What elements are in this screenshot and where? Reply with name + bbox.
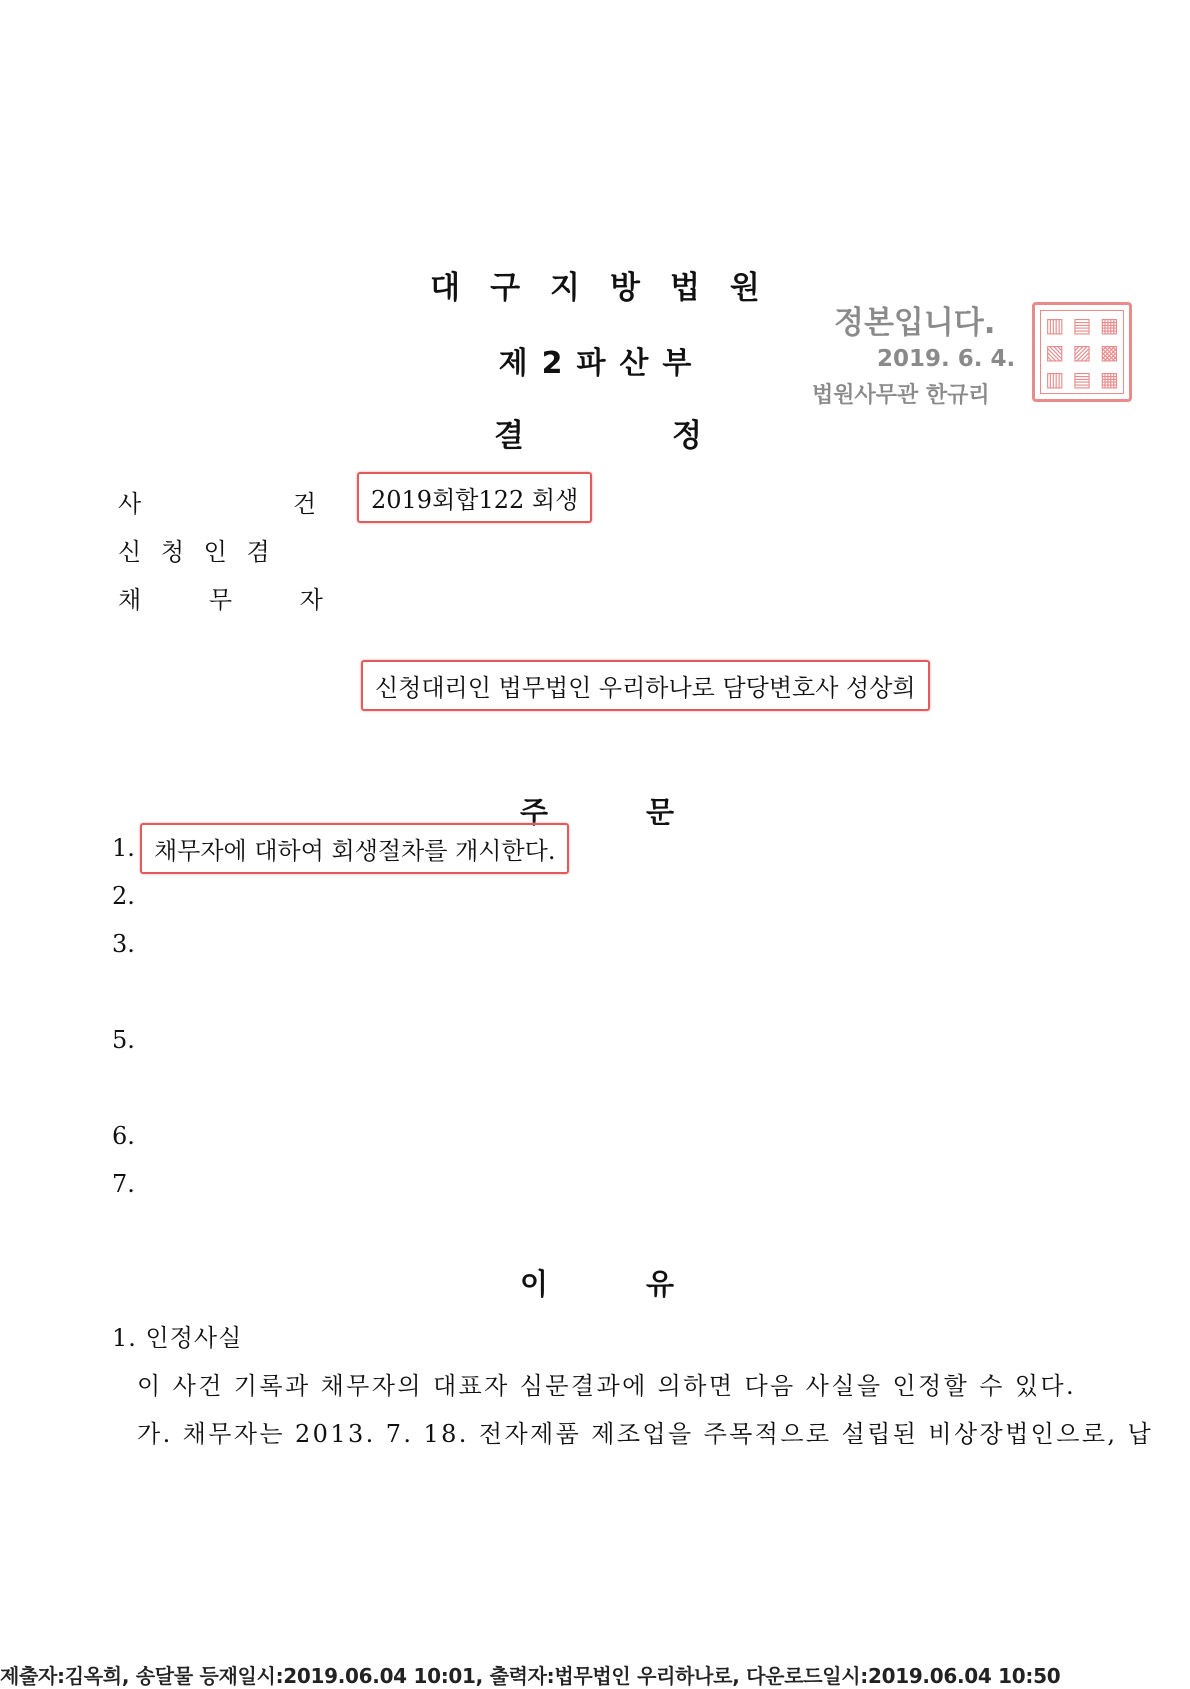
document-title-left: 결 [494, 418, 524, 454]
order-item-number: 1. [112, 834, 135, 862]
court-clerk: 법원사무관 한규리 [812, 383, 990, 408]
order-heading-left: 주 [520, 795, 549, 829]
reasons-section-title: 1. 인정사실 [112, 1324, 243, 1352]
certified-copy-stamp: 정본입니다. [834, 305, 996, 341]
order-item-number: 6. [112, 1122, 135, 1150]
case-label: 사 건 [118, 490, 388, 518]
court-seal-icon: ▥ ▤ ▦ ▧ ▨ ▩ ▥ ▤ ▦ [1032, 302, 1132, 402]
reasons-heading-left: 이 [520, 1267, 549, 1301]
debtor-label: 채 무 자 [118, 586, 353, 614]
document-title-right: 정 [672, 418, 702, 454]
case-number: 2019회합122 회생 [357, 472, 592, 523]
order-item-number: 2. [112, 882, 135, 910]
reasons-heading-right: 유 [646, 1267, 675, 1301]
applicant-agent: 신청대리인 법무법인 우리하나로 담당변호사 성상희 [361, 660, 930, 711]
submission-footer: 제출자:김옥희, 송달물 등재일시:2019.06.04 10:01, 출력자:법무법인 우리하나로, 다운로드일시:2019.06.04 10:50 [0, 1664, 1061, 1688]
certification-date: 2019. 6. 4. [877, 346, 1016, 372]
order-heading-right: 문 [646, 795, 675, 829]
reasons-paragraph: 가. 채무자는 2013. 7. 18. 전자제품 제조업을 주목적으로 설립된 비상장법인으로, 납 [137, 1420, 1154, 1448]
order-item-number: 5. [112, 1026, 135, 1054]
reasons-paragraph: 이 사건 기록과 채무자의 대표자 심문결과에 의하면 다음 사실을 인정할 수 있다. [137, 1372, 1077, 1400]
order-item-number: 7. [112, 1170, 135, 1198]
applicant-label: 신 청 인 겸 [118, 538, 276, 566]
order-item-text: 채무자에 대하여 회생절차를 개시한다. [140, 823, 569, 874]
division-name: 제2파산부 [498, 346, 706, 381]
court-name: 대구지방법원 [430, 270, 790, 306]
order-item-number: 3. [112, 930, 135, 958]
